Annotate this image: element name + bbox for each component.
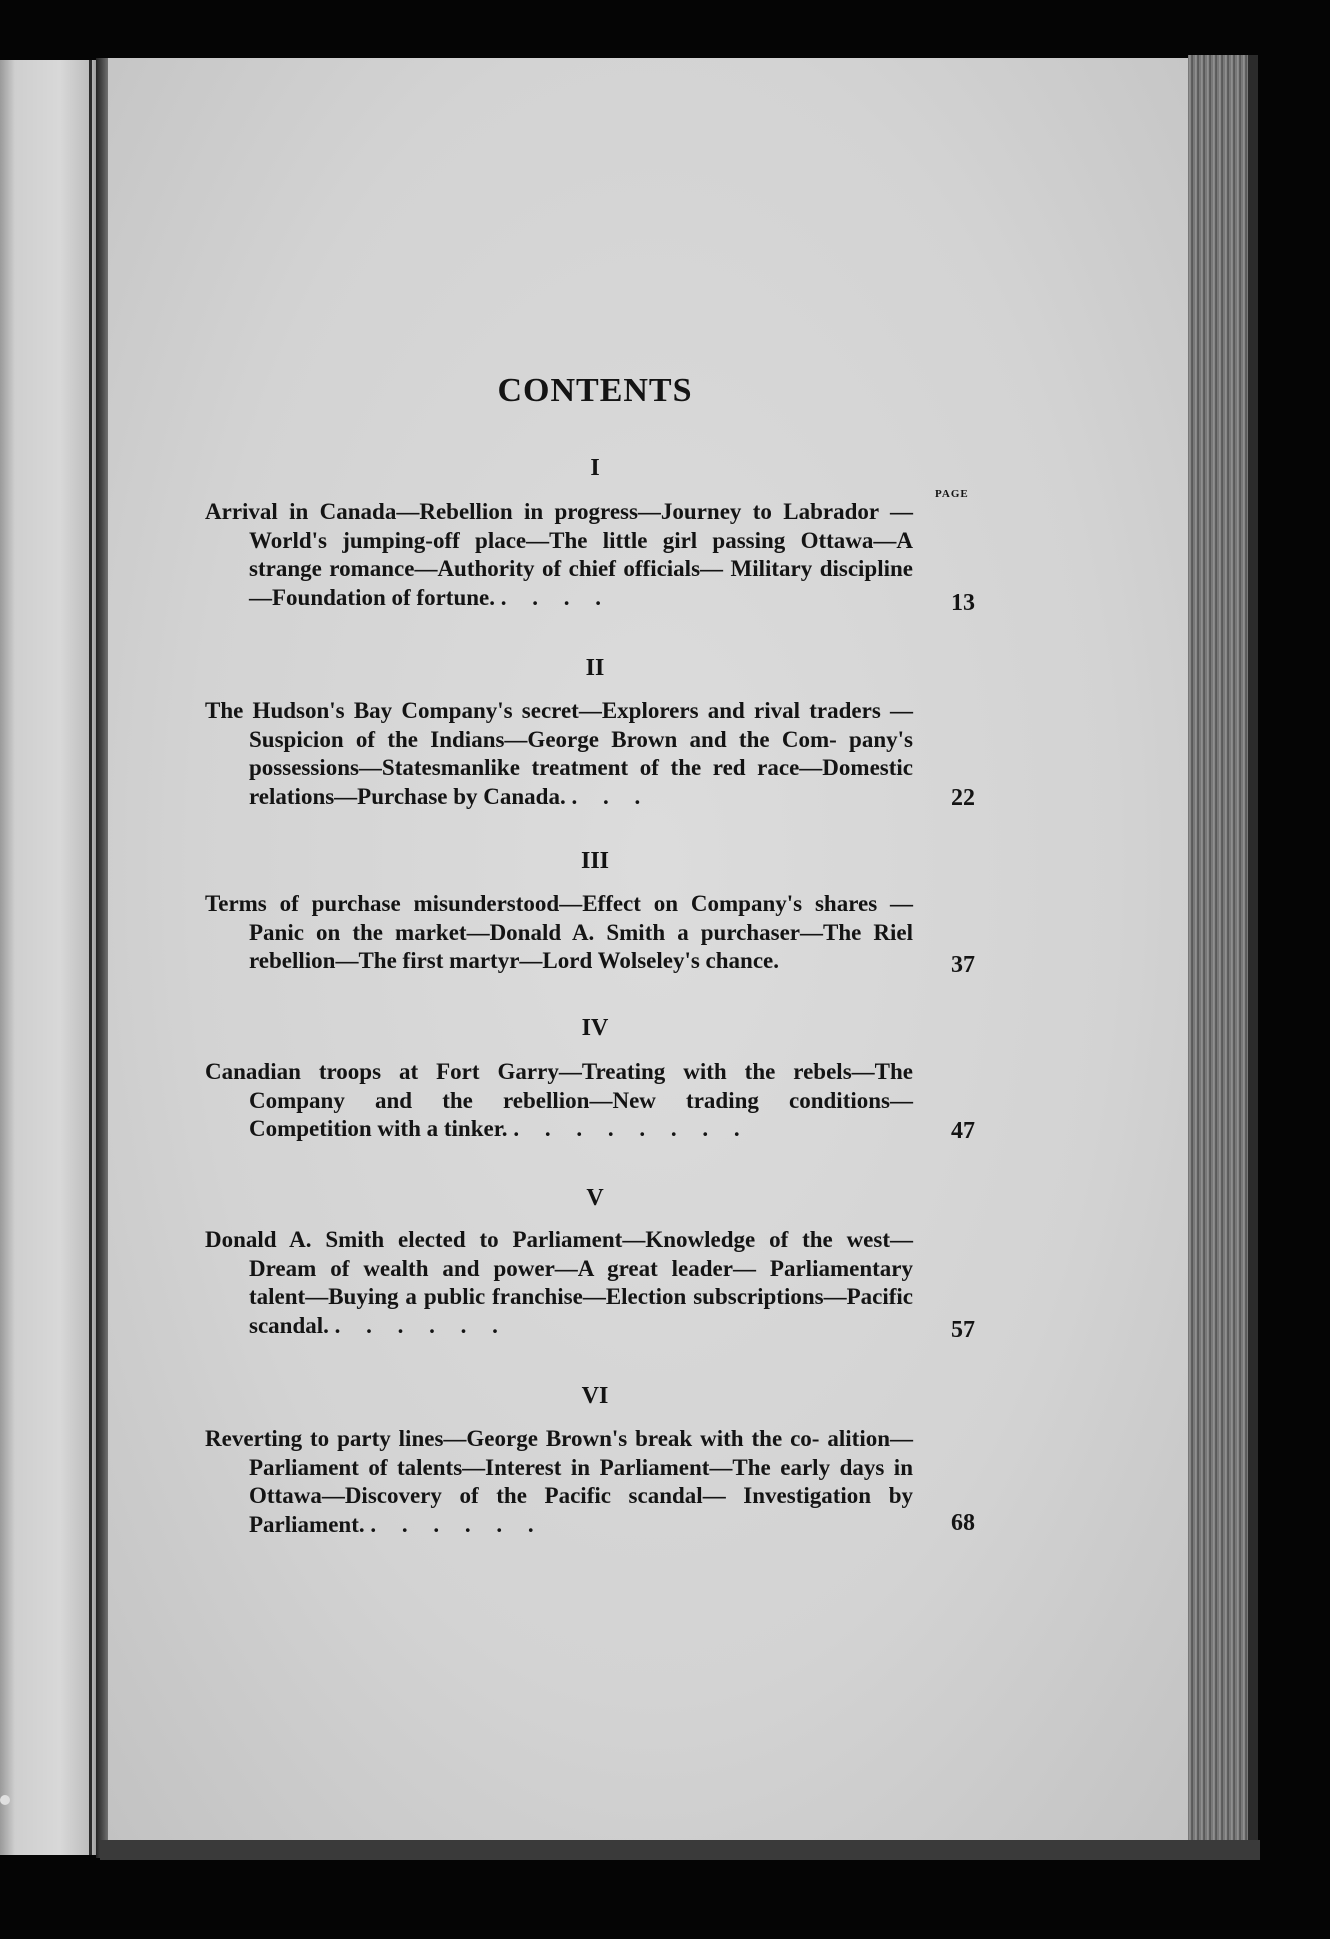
chapter-number: VI xyxy=(581,1383,609,1409)
chapter-summary-text: Reverting to party lines—George Brown's break with the co- alition—Parliament of talents—Interest in Parliament—The early days in Ottawa—Discovery of the Pacific scandal— Investigation by Parliament. xyxy=(205,1426,913,1537)
chapter-page-number: 57 xyxy=(951,1317,975,1343)
chapter-number: IV xyxy=(581,1015,609,1041)
chapter-page-number: 13 xyxy=(951,590,975,616)
leader-dots: . . . xyxy=(571,783,651,809)
chapter-number: III xyxy=(580,848,610,874)
page-title: CONTENTS xyxy=(497,372,693,409)
chapter-summary-text: Terms of purchase misunderstood—Effect on Company's shares —Panic on the market—Donald A. Smith a purchaser—The Riel rebellion—The first martyr—Lord Wolseley's chance. xyxy=(205,891,913,973)
chapter-page-number: 22 xyxy=(951,785,975,811)
chapter-summary xyxy=(205,498,913,612)
chapter-page-number: 37 xyxy=(951,952,975,978)
chapter-summary-text: Donald A. Smith elected to Parliament—Knowledge of the west—Dream of wealth and power—A great leader— Parliamentary talent—Buying a public franchise—Election subscriptions—Pacific scandal. xyxy=(205,1227,913,1338)
chapter-summary-text: Arrival in Canada—Rebellion in progress—Journey to Labrador —World's jumping-off place—The little girl passing Ottawa—A strange romance—Authority of chief officials— Military discipline—Foundation of fortune. xyxy=(205,499,913,610)
page-column-label: PAGE xyxy=(935,488,969,500)
chapter-page-number: 47 xyxy=(951,1118,975,1144)
chapter-summary xyxy=(205,890,913,976)
leader-dots: . . . . . . xyxy=(370,1511,544,1537)
chapter-summary xyxy=(205,697,913,811)
leader-dots: . . . . . . xyxy=(334,1312,508,1338)
leader-dots: . . . . xyxy=(500,584,611,610)
chapter-summary-text: The Hudson's Bay Company's secret—Explorers and rival traders —Suspicion of the Indians—George Brown and the Com- pany's possessions—Statesmanlike treatment of the red race—Domestic relations—Purchase by Canada. xyxy=(205,698,913,809)
chapter-summary xyxy=(205,1425,913,1539)
chapter-summary xyxy=(205,1226,913,1340)
leader-dots: . . . . . . . . xyxy=(513,1116,750,1141)
chapter-number: II xyxy=(585,655,605,681)
chapter-page-number: 68 xyxy=(951,1510,975,1536)
chapter-number: I xyxy=(590,455,600,481)
chapter-number: V xyxy=(586,1185,604,1211)
chapter-summary xyxy=(205,1058,913,1144)
chapter-summary-text: Canadian troops at Fort Garry—Treating with the rebels—The Company and the rebellion—New trading conditions— Competition with a tinker. xyxy=(205,1059,913,1141)
